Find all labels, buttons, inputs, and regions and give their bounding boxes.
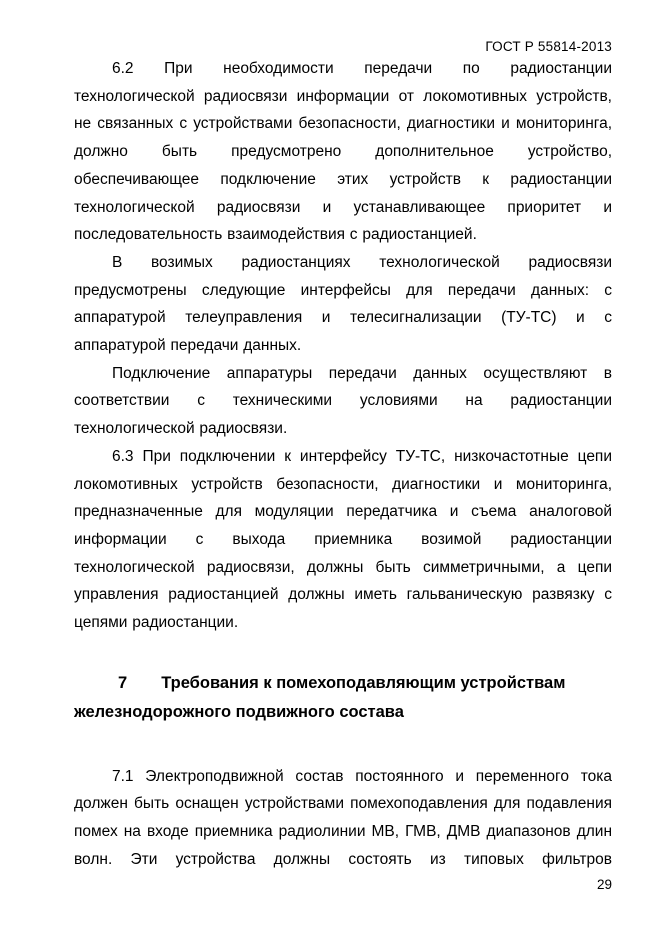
- paragraph-clause-7-1: [74, 763, 612, 874]
- text-line: помех на входе приемника радиолинии МВ, ГМВ, ДМВ диапазонов длин: [74, 823, 612, 841]
- content-column: [74, 0, 612, 874]
- text-line: управления радиостанцией должны иметь гальваническую развязку с: [74, 586, 612, 604]
- text-line: предназначенные для модуляции передатчика и съема аналоговой: [74, 503, 612, 521]
- page-number: 29: [596, 877, 612, 892]
- heading-line: [74, 669, 612, 698]
- paragraph-clause-6-2: [74, 55, 612, 249]
- document-body: [74, 55, 612, 874]
- text-line: волн. Эти устройства должны состоять из типовых фильтров: [74, 850, 612, 868]
- text-line: локомотивных устройств безопасности, диагностики и мониторинга,: [74, 475, 612, 493]
- section-number: 7: [118, 673, 128, 692]
- text-line: 6.3 При подключении к интерфейсу ТУ-ТС, низкочастотные цепи: [112, 447, 612, 465]
- text-line: должен быть оснащен устройствами помехоподавления для подавления: [74, 795, 612, 813]
- text-line: 6.2 При необходимости передачи по радиостанции: [112, 60, 612, 77]
- text-line: Подключение аппаратуры передачи данных осуществляют в: [112, 364, 612, 382]
- text-line: соответствии с техническими условиями на радиостанции: [74, 392, 612, 410]
- text-line: предусмотрены следующие интерфейсы для передачи данных: с: [74, 281, 612, 299]
- paragraph-clause-6-3: [74, 443, 612, 637]
- text-line: технологической радиосвязи информации от локомотивных устройств,: [74, 87, 612, 105]
- text-line: аппаратурой телеуправления и телесигнализации (ТУ-ТС) и с: [74, 309, 612, 327]
- text-line: должно быть предусмотрено дополнительное устройство,: [74, 143, 612, 161]
- text-line: не связанных с устройствами безопасности, диагностики и мониторинга,: [74, 115, 612, 133]
- section-title: Требования к помехоподавляющим устройствам: [161, 673, 566, 692]
- text-line: технологической радиосвязи и устанавливающее приоритет и: [74, 198, 612, 216]
- heading-line: железнодорожного подвижного состава: [74, 702, 404, 721]
- text-line: технологической радиосвязи, должны быть симметричными, а цепи: [74, 558, 612, 576]
- paragraph-clause-6-2-connection: [74, 360, 612, 443]
- running-header-document-code: ГОСТ Р 55814-2013: [485, 39, 612, 54]
- text-line: 7.1 Электроподвижной состав постоянного и переменного тока: [112, 767, 612, 785]
- text-line: информации с выхода приемника возимой радиостанции: [74, 530, 612, 548]
- paragraph-clause-6-2-interfaces: [74, 249, 612, 360]
- text-line: цепями радиостанции.: [74, 614, 239, 632]
- text-line: В возимых радиостанциях технологической радиосвязи: [112, 253, 612, 271]
- text-line: обеспечивающее подключение этих устройств к радиостанции: [74, 170, 612, 188]
- section-7-heading: [74, 669, 612, 727]
- text-line: последовательность взаимодействия с радиостанцией.: [74, 226, 477, 244]
- text-line: аппаратурой передачи данных.: [74, 337, 302, 355]
- text-line: технологической радиосвязи.: [74, 420, 288, 438]
